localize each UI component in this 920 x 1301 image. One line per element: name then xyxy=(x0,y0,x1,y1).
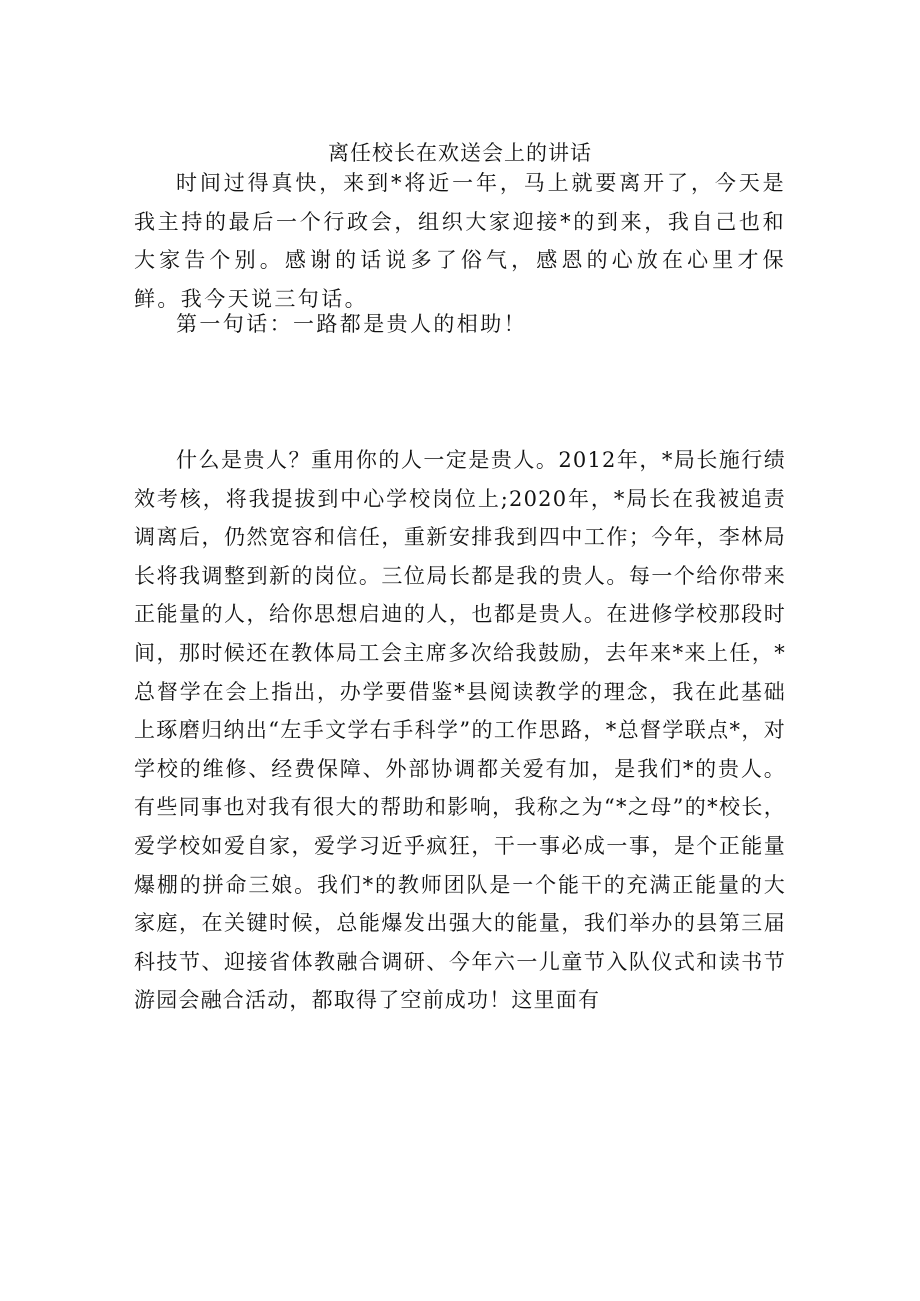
body-section-heading xyxy=(134,305,786,344)
paragraph-benefactors: 什么是贵人？重用你的人一定是贵人。2012年，*局长施行绩效考核，将我提拔到中心学校岗位上;2020年，*局长在我被追责调离后，仍然宽容和信任，重新安排我到四中工作；今年，李林局长将我调整到新的岗位。三位局长都是我的贵人。每一个给你带来正能量的人，给你思想启迪的人，也都是贵人。在进修学校那段时间，那时候还在教体局工会主席多次给我鼓励，去年来*来上任，*总督学在会上指出，办学要借鉴*县阅读教学的理念，我在此基础上琢磨归纳出“左手文学右手科学”的工作思路，*总督学联点*，对学校的维修、经费保障、外部协调都关爱有加，是我们*的贵人。有些同事也对我有很大的帮助和影响，我称之为“*之母”的*校长，爱学校如爱自家，爱学习近乎疯狂，干一事必成一事，是个正能量爆棚的拼命三娘。我们*的教师团队是一个能干的充满正能量的大家庭，在关键时候，总能爆发出强大的能量，我们举办的县第三届科技节、迎接省体教融合调研、今年六一儿童节入队仪式和读书节游园会融合活动，都取得了空前成功！这里面有 xyxy=(134,448,786,1013)
paragraph-intro: 时间过得真快，来到*将近一年，马上就要离开了，今天是我主持的最后一个行政会，组织大家迎接*的到来，我自己也和大家告个别。感谢的话说多了俗气，感恩的心放在心里才保鲜。我今天说三句话。 xyxy=(134,171,786,311)
document-title: 离任校长在欢送会上的讲话 xyxy=(328,141,592,165)
body-section-intro xyxy=(134,164,786,318)
body-section-main xyxy=(134,441,786,1020)
paragraph-first-point: 第一句话：一路都是贵人的相助！ xyxy=(176,312,527,336)
